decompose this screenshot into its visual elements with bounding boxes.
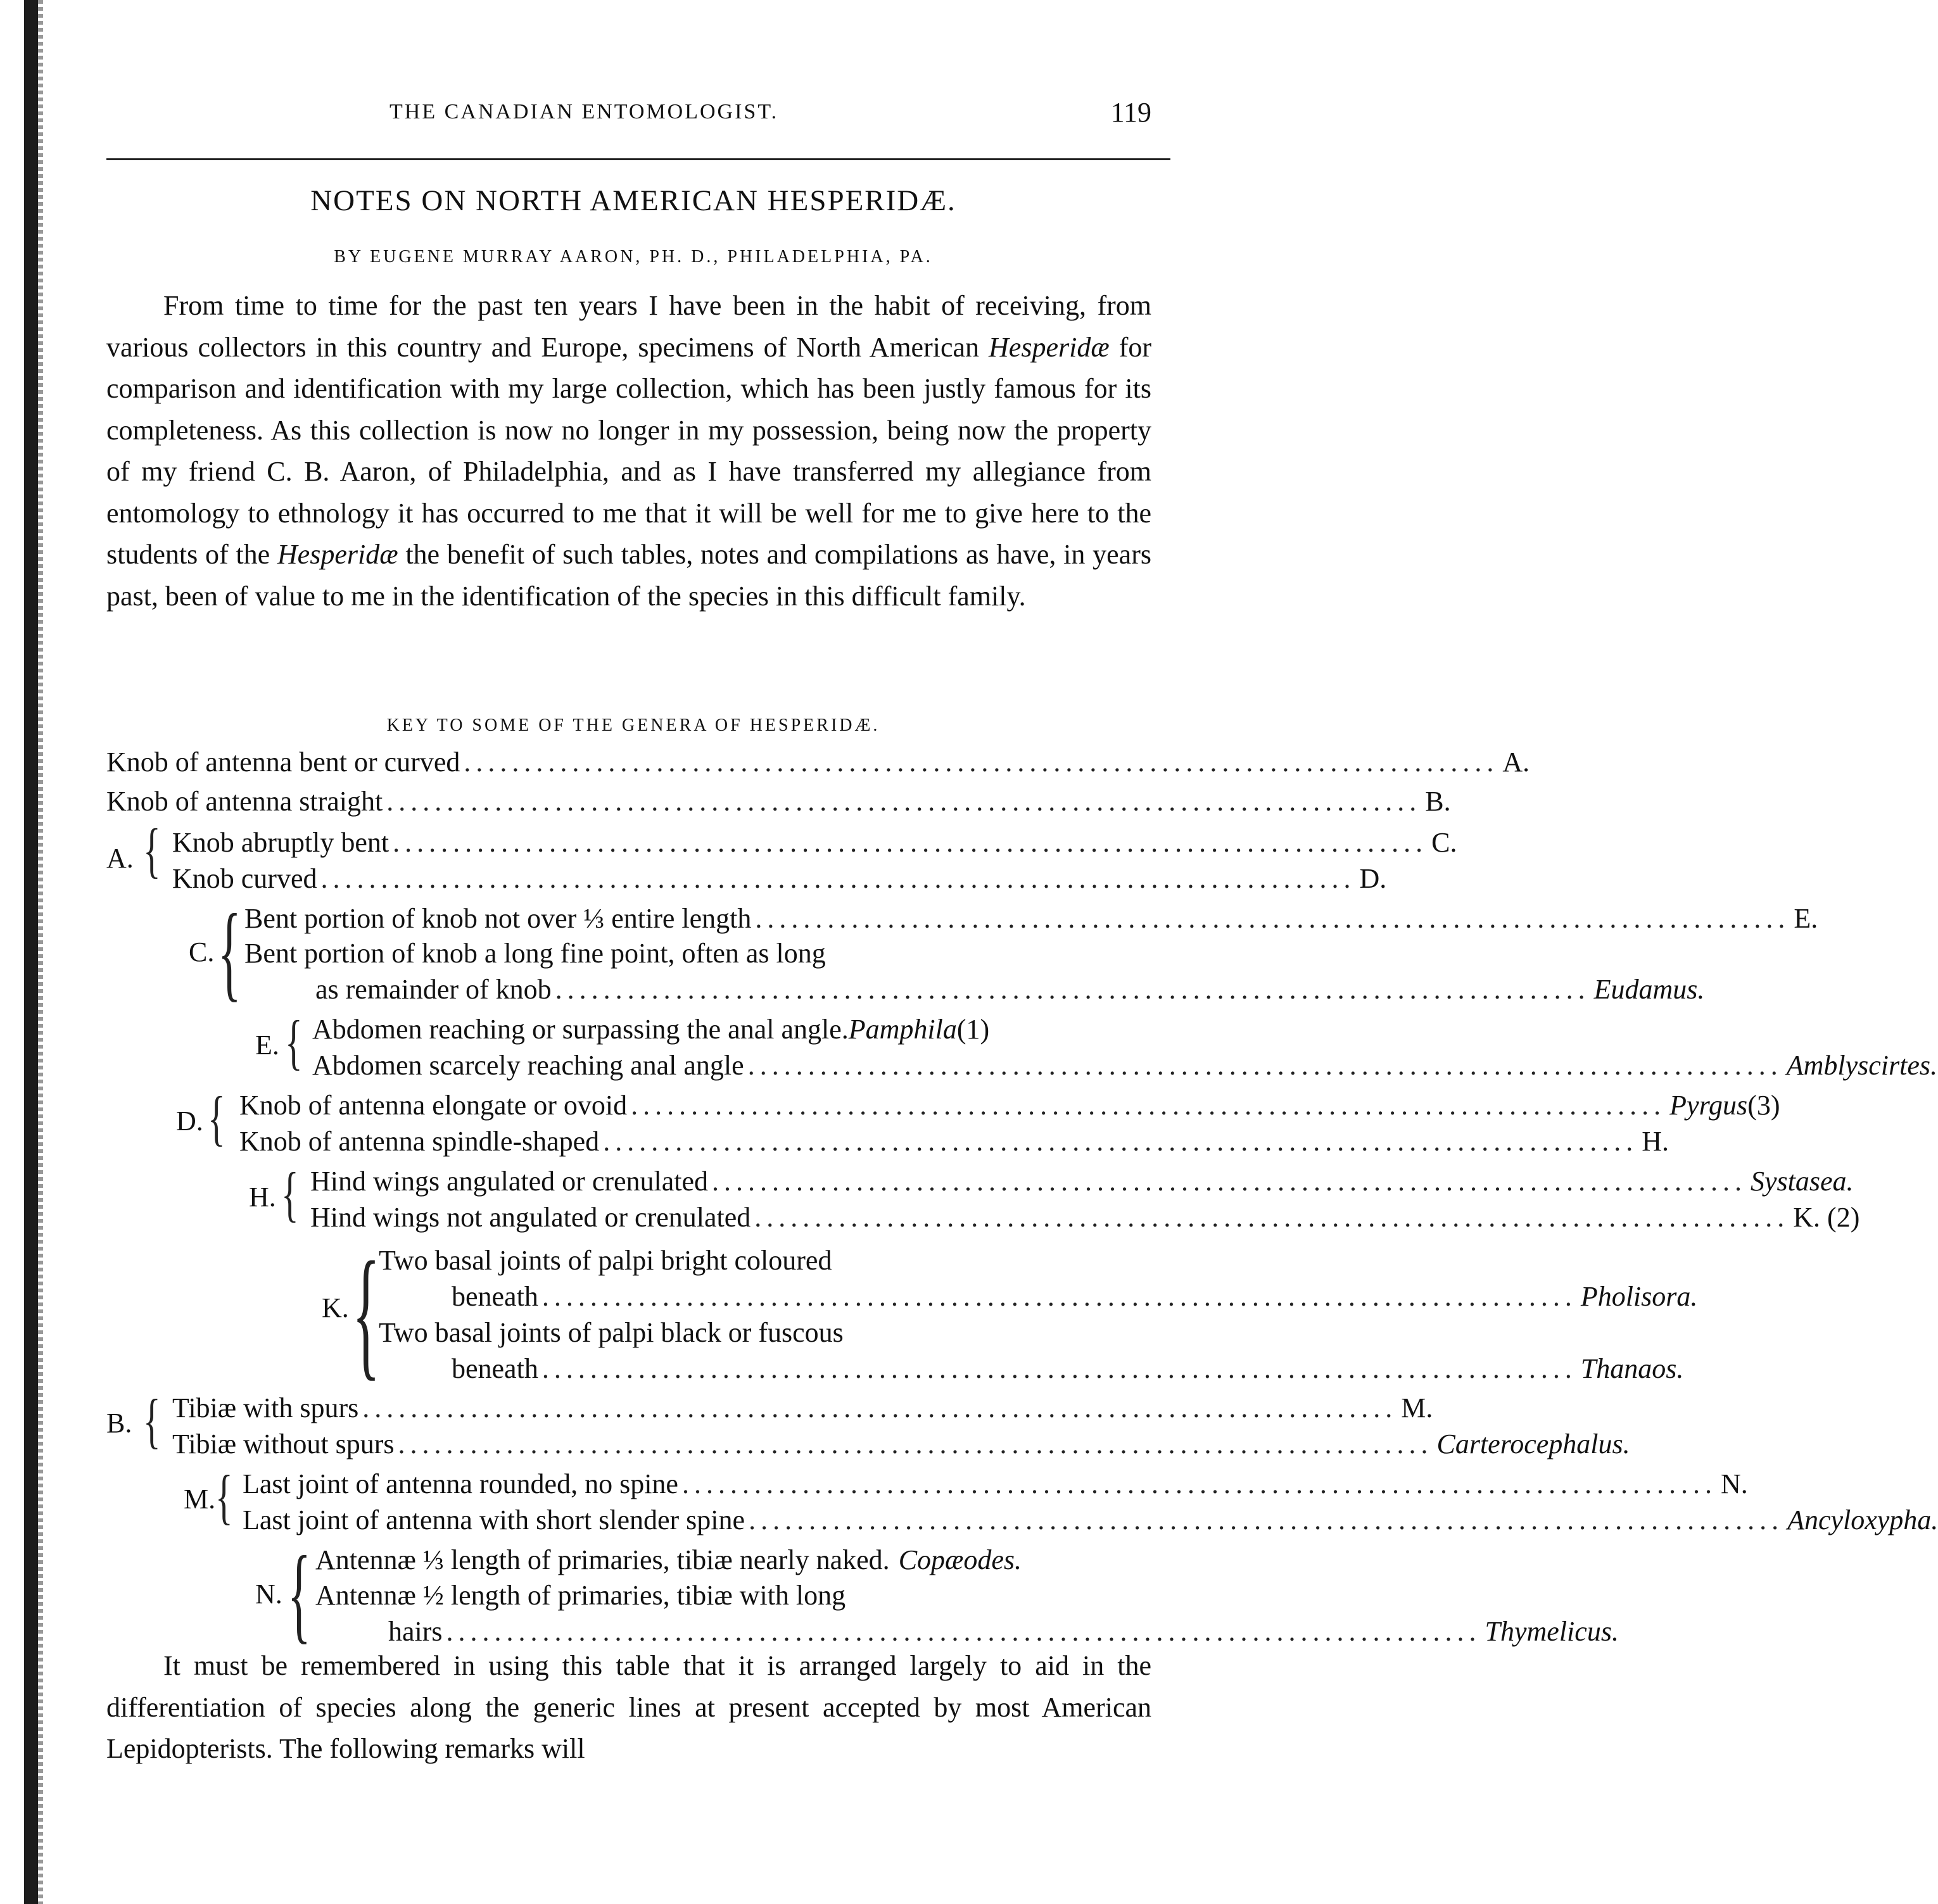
page-number: 119 [1110,97,1151,128]
group-label: M. [184,1484,216,1515]
intro-taxon-1: Hesperidæ [989,331,1110,363]
key-entry [243,1504,1938,1541]
key-entry-ref: Amblyscirtes. [1786,1050,1937,1081]
key-entry-text: Knob of antenna bent or curved [106,747,460,778]
key-entry-text: Bent portion of knob a long fine point, often as long [244,938,826,969]
key-heading: KEY TO SOME OF THE GENERA OF HESPERIDÆ. [386,716,880,735]
brace: { [143,1387,161,1454]
group-label: D. [176,1106,203,1137]
leader-dots: ...................................................................................... [754,1202,1790,1233]
key-entry-text: beneath [452,1281,538,1312]
leader-dots: ...................................................................................... [320,863,1356,894]
key-entry-ref: M. [1401,1392,1433,1423]
key-entry [172,862,1387,899]
key-entry-ref: Pyrgus [1669,1090,1748,1121]
key-entry-text: Antennæ ½ length of primaries, tibiæ with long [315,1580,846,1611]
key-entry [310,1165,1854,1202]
brace: { [208,1084,225,1152]
key-entry-ref: H. [1642,1126,1669,1157]
key-entry-text: Two basal joints of palpi black or fuscous [379,1317,844,1348]
key-entry-text: Hind wings angulated or crenulated [310,1166,709,1197]
key-entry [106,785,1451,822]
key-entry [106,746,1530,783]
key-entry-text: hairs [388,1616,443,1647]
group-label: C. [189,936,215,968]
key-entry-text: Knob curved [172,863,317,894]
leader-dots: ...................................................................................... [631,1090,1666,1121]
leader-dots: ...................................................................................... [386,786,1422,817]
key-entry-ref: Copæodes. [898,1544,1022,1575]
key-entry-ref: A. [1502,747,1530,778]
key-entry-text: Hind wings not angulated or crenulated [310,1202,751,1233]
brace: { [288,1534,311,1653]
running-head: THE CANADIAN ENTOMOLOGIST. [390,100,779,123]
leader-dots: ...................................................................................... [542,1281,1577,1312]
group-label: A. [106,843,134,874]
journal-page [95,0,1938,1904]
key-entry-ref: Pholisora. [1580,1281,1698,1312]
key-entry-text: Abdomen reaching or surpassing the anal angle. [312,1014,849,1045]
key-entry-ref-suffix: (1) [956,1014,990,1045]
key-entry-text: Antennæ ⅓ length of primaries, tibiæ nearly naked. [315,1544,890,1575]
key-entry-ref: E. [1794,903,1818,934]
group-label: E. [255,1030,279,1061]
key-entry [315,973,1705,1010]
key-entry-ref: B. [1425,786,1451,817]
key-entry-ref: Thanaos. [1580,1353,1684,1384]
genera-key [106,0,1938,1904]
key-entry [452,1352,1684,1389]
key-entry-ref: Carterocephalus. [1436,1428,1630,1460]
key-entry [315,1544,1156,1580]
brace: { [285,1008,303,1076]
brace: { [218,892,241,1011]
key-entry-ref: D. [1359,863,1387,894]
key-entry-ref: Eudamus. [1593,974,1705,1005]
key-entry [244,902,1818,939]
key-entry [239,1089,1780,1126]
key-entry [312,1049,1937,1086]
group-label: K. [322,1292,349,1323]
key-entry-text: Last joint of antenna rounded, no spine [243,1468,678,1499]
key-entry [310,1201,1860,1238]
key-entry [452,1280,1698,1317]
key-entry [312,1013,1156,1050]
key-entry [243,1468,1748,1504]
brace: { [281,1160,299,1228]
leader-dots: ...................................................................................... [362,1392,1398,1423]
key-entry-text: Knob of antenna elongate or ovoid [239,1090,628,1121]
key-entry-ref: Pamphila [848,1014,957,1045]
leader-dots: ...................................................................................... [712,1166,1747,1197]
leader-dots: ...................................................................................... [542,1353,1577,1384]
key-entry-ref: Ancyloxypha. [1787,1504,1938,1535]
group-label: N. [255,1579,282,1610]
key-entry-ref: K. (2) [1793,1202,1860,1233]
intro-taxon-2: Hesperidæ [277,539,398,570]
key-entry-text: Knob of antenna spindle-shaped [239,1126,600,1157]
leader-dots: ...................................................................................... [555,974,1590,1005]
key-entry-ref: N. [1720,1468,1748,1499]
intro-text-2: for comparison and identification with my large collection, which has been justly famous for its completeness. As this collection is now no longer in my possession, being now the property of my friend C. B. Aaron, of Philadelphia, and as I have transferred my allegiance from entomology to ethnology it has occurred to me that it will be well for me to give here to the students of the [106,331,1151,570]
key-entry [172,1428,1630,1465]
key-entry-ref: Systasea. [1751,1166,1854,1197]
key-entry-text: Knob abruptly bent [172,827,390,858]
key-entry-text: as remainder of knob [315,974,552,1005]
key-entry-text: Knob of antenna straight [106,786,383,817]
intro-text-1: From time to time for the past ten years I have been in the habit of receiving, from various collectors in this country and Europe, specimens of North American [106,290,1151,363]
key-entry-text: Tibiæ without spurs [172,1428,395,1460]
leader-dots: ...................................................................................... [398,1428,1433,1460]
article-byline: BY EUGENE MURRAY AARON, PH. D., PHILADELPHIA, PA. [334,247,933,267]
key-entry [172,1392,1433,1428]
brace: { [143,816,161,884]
key-entry-ref: C. [1431,827,1457,858]
binding-edge [24,0,38,1904]
leader-dots: ...................................................................................... [464,747,1499,778]
leader-dots: ...................................................................................... [446,1616,1481,1647]
brace: { [215,1463,233,1530]
leader-dots: ...................................................................................... [603,1126,1638,1157]
key-entry [239,1125,1669,1162]
key-entry-text: Tibiæ with spurs [172,1392,359,1423]
key-entry [172,826,1457,863]
leader-dots: ...................................................................................... [747,1050,1783,1081]
closing-paragraph: It must be remembered in using this table that it is arranged largely to aid in the differentiation of species along the generic lines at present accepted by most American Lepidopterists. The following remarks will [106,1650,1151,1764]
article-title: NOTES ON NORTH AMERICAN HESPERIDÆ. [310,184,956,217]
key-entry-text: Abdomen scarcely reaching anal angle [312,1050,744,1081]
group-label: H. [249,1182,276,1213]
intro-text-3: the benefit of such tables, notes and compilations as have, in years past, been of value to me in the identification of the species in this difficult family. [106,539,1151,612]
brace: { [352,1232,381,1393]
group-label: B. [106,1408,132,1439]
binding-stitching [38,0,43,1904]
leader-dots: ...................................................................................... [681,1468,1717,1499]
key-entry-ref: Thymelicus. [1485,1616,1619,1647]
key-entry-text: Two basal joints of palpi bright coloured [379,1245,832,1276]
leader-dots: ...................................................................................... [393,827,1428,858]
key-entry-text: Last joint of antenna with short slender spine [243,1504,745,1535]
key-entry-text: Bent portion of knob not over ⅓ entire length [244,903,752,934]
key-entry-ref-suffix: (3) [1747,1090,1780,1121]
leader-dots: ...................................................................................... [755,903,1790,934]
leader-dots: ...................................................................................... [749,1504,1784,1535]
key-entry-text: beneath [452,1353,538,1384]
